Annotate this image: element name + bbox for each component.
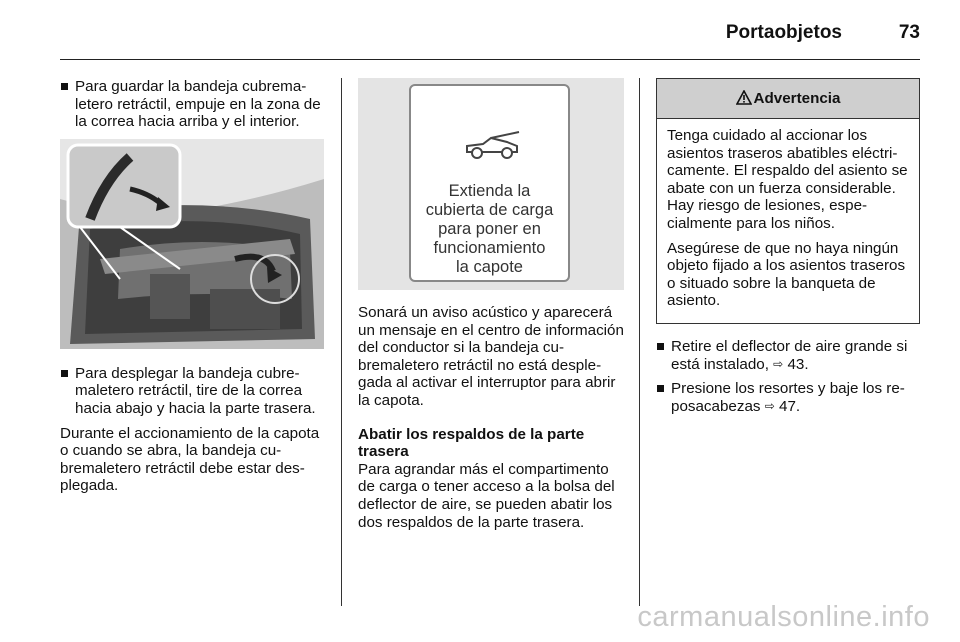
paragraph: Durante el accionamiento de la capota o cuando se abra, la bandeja cubremaletero retráctil debe estar desplegada. — [60, 424, 320, 495]
page-ref-arrow-icon: ⇨ — [773, 356, 784, 371]
list-item — [656, 380, 920, 415]
column-right — [656, 78, 920, 422]
page-number: 73 — [898, 22, 920, 43]
paragraph: Para agrandar más el compartimento de carga o tener acceso a la bolsa del deflector de aire, se pueden abatir los dos respaldos de la parte trasera. — [358, 460, 615, 531]
display-line: la capote — [456, 258, 523, 276]
paragraph: Asegúrese de que no haya ningún objeto fijado a los asientos traseros o situado sobre la banqueta de asiento. — [667, 239, 906, 310]
paragraph: Sonará un aviso acústico y aparecerá un mensaje en el centro de información del conductor si la bandeja cubremaletero retráctil no está desplegada al activar el interruptor para abrir la capota. — [358, 304, 624, 409]
display-line: cubierta de carga — [425, 201, 554, 219]
warning-title: Advertencia — [753, 90, 841, 107]
warning-box — [656, 78, 920, 324]
bullet-text: Para guardar la bandeja cubremaletero retráctil, empuje en la zona de la correa hacia arriba y el interior. — [75, 78, 321, 131]
bullet-square-icon — [657, 385, 664, 392]
page-header — [60, 20, 920, 60]
display-message-panel — [409, 84, 570, 282]
list-item — [656, 338, 920, 373]
warning-body — [657, 119, 919, 323]
convertible-car-icon — [461, 128, 523, 162]
column-left — [60, 78, 324, 503]
bullet-square-icon — [61, 370, 68, 377]
trunk-illustration — [60, 139, 324, 349]
display-message-text — [411, 182, 568, 277]
warning-header — [657, 79, 919, 119]
column-divider — [639, 78, 640, 606]
trunk-photo — [60, 139, 324, 349]
display-line: Extienda la — [448, 182, 531, 200]
display-message-figure — [358, 78, 624, 290]
bullet-square-icon — [61, 83, 68, 90]
display-line: funcionamiento — [433, 239, 546, 257]
paragraph: Tenga cuidado al accionar los asientos traseros abatibles eléctricamente. El respaldo del asiento se abate con un fuerza considerable. Hay riesgo de lesiones, especialmente para los niños. — [667, 127, 908, 232]
watermark-text: carmanualsonline.info — [637, 601, 930, 633]
warning-triangle-icon — [736, 90, 752, 105]
column-divider — [341, 78, 342, 606]
list-item — [60, 365, 324, 418]
list-item — [60, 78, 324, 131]
bullet-text: Retire el deflector de aire grande si está instalado, — [671, 337, 908, 373]
column-middle — [358, 78, 624, 539]
page-ref[interactable]: 47. — [779, 397, 801, 415]
bullet-square-icon — [657, 343, 664, 350]
display-line: para poner en — [438, 220, 541, 238]
section-heading: Abatir los respaldos de la parte trasera — [358, 425, 585, 461]
page-ref-arrow-icon: ⇨ — [764, 398, 775, 413]
page-title: Portaobjetos — [725, 22, 842, 43]
bullet-text: Presione los resortes y baje los reposacabezas — [671, 380, 905, 415]
page-ref[interactable]: 43. — [787, 355, 809, 373]
bullet-text: Para desplegar la bandeja cubremaletero retráctil, tire de la correa hacia abajo y hacia la parte trasera. — [75, 364, 316, 417]
